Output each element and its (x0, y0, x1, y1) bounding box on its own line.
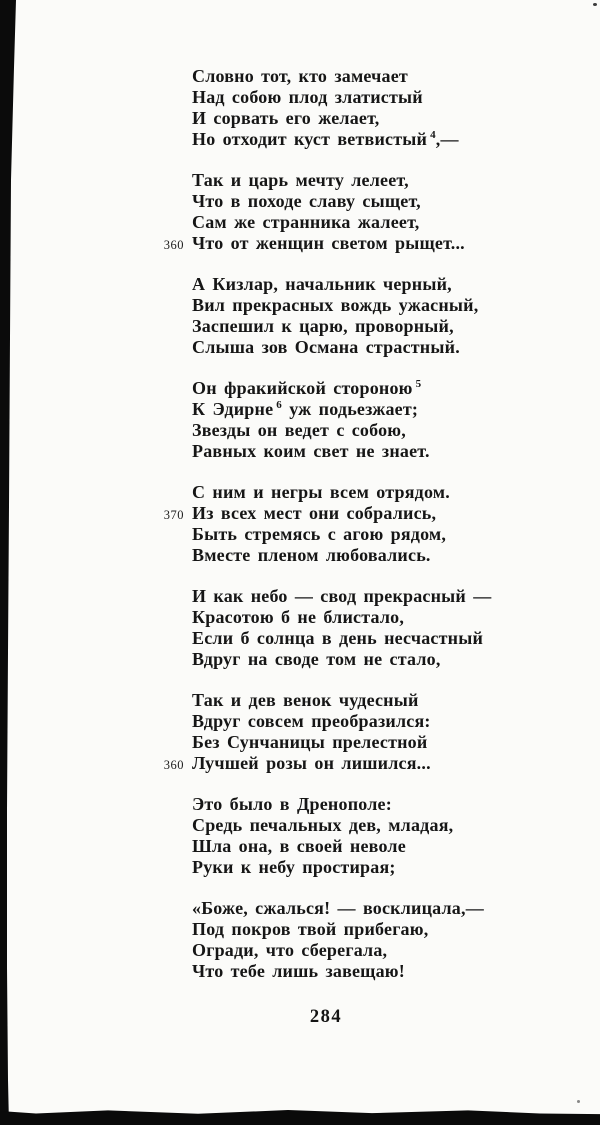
poem-line (192, 919, 491, 940)
poem-line (192, 441, 491, 462)
line-text: И как небо — свод прекрасный — (192, 586, 492, 606)
poem-line (192, 545, 491, 566)
poem-line (192, 274, 491, 295)
line-text: Так и царь мечту лелеет, (192, 170, 409, 190)
poem-line (192, 420, 491, 441)
line-text: Руки к небу простирая; (192, 857, 396, 877)
line-text: «Боже, сжалься! — восклицала,— (192, 898, 484, 918)
poem-line (192, 191, 491, 212)
line-text: Звезды он ведет с собою, (192, 420, 406, 440)
line-text: Что тебе лишь завещаю! (192, 961, 405, 981)
line-text: Вдруг на своде том не стало, (192, 649, 441, 669)
poem-line (192, 649, 491, 670)
stanza (192, 794, 491, 878)
line-text: Из всех мест они собрались, (192, 503, 437, 523)
stanza (192, 274, 491, 358)
poem-line (192, 337, 491, 358)
line-text: С ним и негры всем отрядом. (192, 482, 450, 502)
line-text: Но отходит куст ветвистый (192, 129, 428, 149)
line-text: Что в походе славу сыщет, (192, 191, 421, 211)
page-number: 284 (309, 1007, 343, 1027)
poem-line (192, 378, 491, 399)
line-text: Это было в Дренополе: (192, 794, 392, 814)
line-text: Словно тот, кто замечает (192, 66, 408, 86)
poem-line (192, 607, 491, 628)
line-text: Вместе пленом любовались. (192, 545, 431, 565)
poem-line (192, 815, 491, 836)
scan-gutter-shadow (0, 0, 22, 1125)
poem-line (163, 233, 491, 254)
poem-line (192, 129, 491, 150)
stanza (192, 378, 491, 462)
line-text: Огради, что сберегала, (192, 940, 388, 960)
poem (163, 66, 492, 1002)
margin-line-number: 370 (163, 508, 184, 522)
line-text: Под покров твой прибегаю, (192, 919, 429, 939)
poem-line (163, 753, 491, 774)
scan-speck (577, 1100, 580, 1103)
line-text-tail: ,— (435, 129, 459, 149)
line-text: А Кизлар, начальник черный, (192, 274, 452, 294)
line-text: Средь печальных дев, младая, (192, 815, 454, 835)
line-text: Красотою б не блистало, (192, 607, 405, 627)
footnote-ref: 5 (415, 378, 422, 390)
poem-line (192, 836, 491, 857)
stanza (163, 690, 491, 774)
poem-line (192, 628, 491, 649)
line-text: Без Сунчаницы прелестной (192, 732, 428, 752)
poem-line (192, 482, 491, 503)
poem-line (192, 295, 491, 316)
poem-line (192, 711, 491, 732)
line-text: Если б солнца в день несчастный (192, 628, 484, 648)
stanza (163, 482, 491, 566)
poem-line (163, 503, 491, 524)
line-text: Равных коим свет не знает. (192, 441, 430, 461)
line-text: Он фракийской стороною (192, 378, 413, 398)
poem-line (192, 170, 491, 191)
line-text: Сам же странника жалеет, (192, 212, 420, 232)
scan-bottom-shadow (0, 1108, 600, 1125)
poem-line (192, 732, 491, 753)
scan-speck (593, 3, 597, 6)
line-text: Шла она, в своей неволе (192, 836, 406, 856)
poem-line (192, 87, 491, 108)
poem-line (192, 66, 491, 87)
footnote-ref: 4 (430, 129, 436, 141)
line-text: Лучшей розы он лишился... (192, 753, 431, 773)
stanza (163, 170, 491, 254)
poem-line (192, 586, 491, 607)
poem-line (192, 399, 491, 420)
poem-line (192, 108, 491, 129)
line-text: Заспешил к царю, проворный, (192, 316, 454, 336)
poem-line (192, 794, 491, 815)
poem-line (192, 524, 491, 545)
poem-line (192, 961, 491, 982)
line-text: Вил прекрасных вождь ужасный, (192, 295, 479, 315)
line-text: Слыша зов Османа страстный. (192, 337, 460, 357)
line-text: Быть стремясь с агою рядом, (192, 524, 447, 544)
footnote-ref: 6 (276, 399, 282, 411)
line-text: Вдруг совсем преобразился: (192, 711, 431, 731)
poem-line (192, 690, 491, 711)
margin-line-number: 360 (163, 238, 184, 252)
margin-line-number: 360 (163, 758, 184, 772)
stanza (192, 898, 491, 982)
line-text-tail: уж подьезжает; (281, 399, 419, 419)
line-text: Над собою плод златистый (192, 87, 423, 107)
stanza (192, 586, 491, 670)
stanza (192, 66, 491, 150)
line-text: Так и дев венок чудесный (192, 690, 419, 710)
line-text: Что от женщин светом рыщет... (192, 233, 465, 253)
poem-line (192, 212, 491, 233)
poem-line (192, 857, 491, 878)
poem-line (192, 898, 491, 919)
poem-line (192, 940, 491, 961)
line-text: И сорвать его желает, (192, 108, 380, 128)
poem-line (192, 316, 491, 337)
line-text: К Эдирне (192, 399, 274, 419)
